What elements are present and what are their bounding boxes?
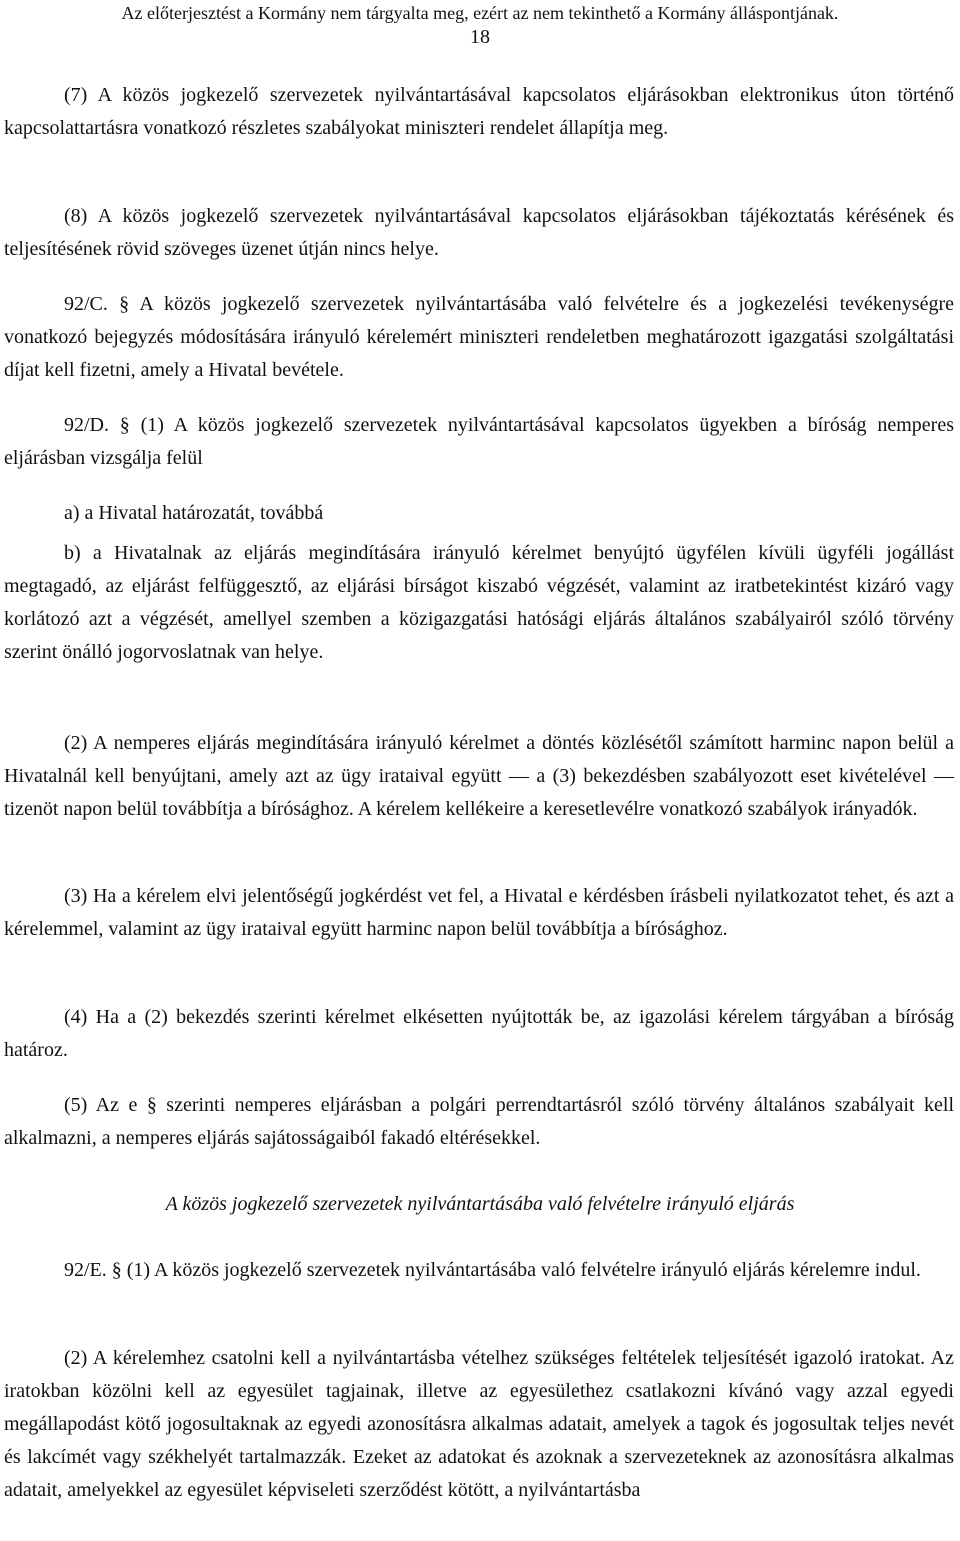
section-92d-1: 92/D. § (1) A közös jogkezelő szervezetek nyilvántartásával kapcsolatos ügyekben a bíróság nemperes eljárásban vizsgálja felül (4, 414, 954, 469)
section-92d-5: (5) Az e § szerinti nemperes eljárásban a polgári perrendtartásról szóló törvény általános szabályait kell alkalmazni, a nemperes eljárás sajátosságaiból fakadó eltérésekkel. (4, 1094, 954, 1149)
section-92e-1: 92/E. § (1) A közös jogkezelő szervezetek nyilvántartásába való felvételre irányuló eljárás kérelemre indul. (64, 1259, 921, 1281)
section-92d-4: (4) Ha a (2) bekezdés szerinti kérelmet elkésetten nyújtották be, az igazolási kérelem tárgyában a bíróság határoz. (4, 1006, 954, 1061)
section-92d-point-a: a) a Hivatal határozatát, továbbá (64, 502, 324, 524)
section-92c: 92/C. § A közös jogkezelő szervezetek nyilvántartásába való felvételre és a jogkezelési tevékenységre vonatkozó bejegyzés módosítására irányuló kérelemért miniszteri rendeletben meghatározott igazgatási szolgáltatási díjat kell fizetni, amely a Hivatal bevétele. (4, 293, 954, 381)
section-92d-2: (2) A nemperes eljárás megindítására irányuló kérelmet a döntés közlésétől számított harminc napon belül a Hivatalnál kell benyújtani, amely azt az ügy irataival együtt ― a (3) bekezdésben szabályozott eset kivételével ― tizenöt napon belül továbbítja a bírósághoz. A kérelem kellékeire a keresetlevélre vonatkozó szabályok irányadók. (4, 732, 954, 820)
section-92d-point-b: b) a Hivatalnak az eljárás megindítására irányuló kérelmet benyújtó ügyfélen kívüli ügyféli jogállást megtagadó, az eljárást felfüggesztő, az eljárási bírságot kiszabó végzését, valamint az iratbetekintést kizáró vagy korlátozó azt a végzését, amellyel szemben a közigazgatási hatósági eljárás általános szabályairól szóló törvény szerint önálló jogorvoslatnak van helye. (4, 542, 954, 663)
header-disclaimer: Az előterjesztést a Kormány nem tárgyalta meg, ezért az nem tekinthető a Kormány álláspontjának. (121, 3, 839, 23)
section-92e-2: (2) A kérelemhez csatolni kell a nyilvántartásba vételhez szükséges feltételek teljesítését igazoló iratokat. Az iratokban közölni kell az egyesület tagjainak, illetve az egyesülethez csatlakozni kívánó vagy azzal egyedi megállapodást kötő jogosultaknak az egyedi azonosításra alkalmas adatait, amelyek a tagok és jogosultak teljes nevét és lakcímét vagy székhelyét tartalmazzák. Ezeket az adatokat és azoknak a szervezeteknek az azonosításra alkalmas adatait, amelyekkel az egyesület képviseleti szerződést kötött, a nyilvántartásba (4, 1347, 954, 1501)
section-heading: A közös jogkezelő szervezetek nyilvántartásába való felvételre irányuló eljárás (165, 1193, 795, 1215)
paragraph-7: (7) A közös jogkezelő szervezetek nyilvántartásával kapcsolatos eljárásokban elektronikus úton történő kapcsolattartásra vonatkozó részletes szabályokat miniszteri rendelet állapítja meg. (4, 84, 954, 139)
section-92d-3: (3) Ha a kérelem elvi jelentőségű jogkérdést vet fel, a Hivatal e kérdésben írásbeli nyilatkozatot tehet, és azt a kérelemmel, valamint az ügy irataival együtt harminc napon belül továbbítja a bírósághoz. (4, 885, 954, 940)
paragraph-8: (8) A közös jogkezelő szervezetek nyilvántartásával kapcsolatos eljárásokban tájékoztatás kérésének és teljesítésének rövid szöveges üzenet útján nincs helye. (4, 205, 954, 260)
page-number: 18 (470, 26, 490, 48)
